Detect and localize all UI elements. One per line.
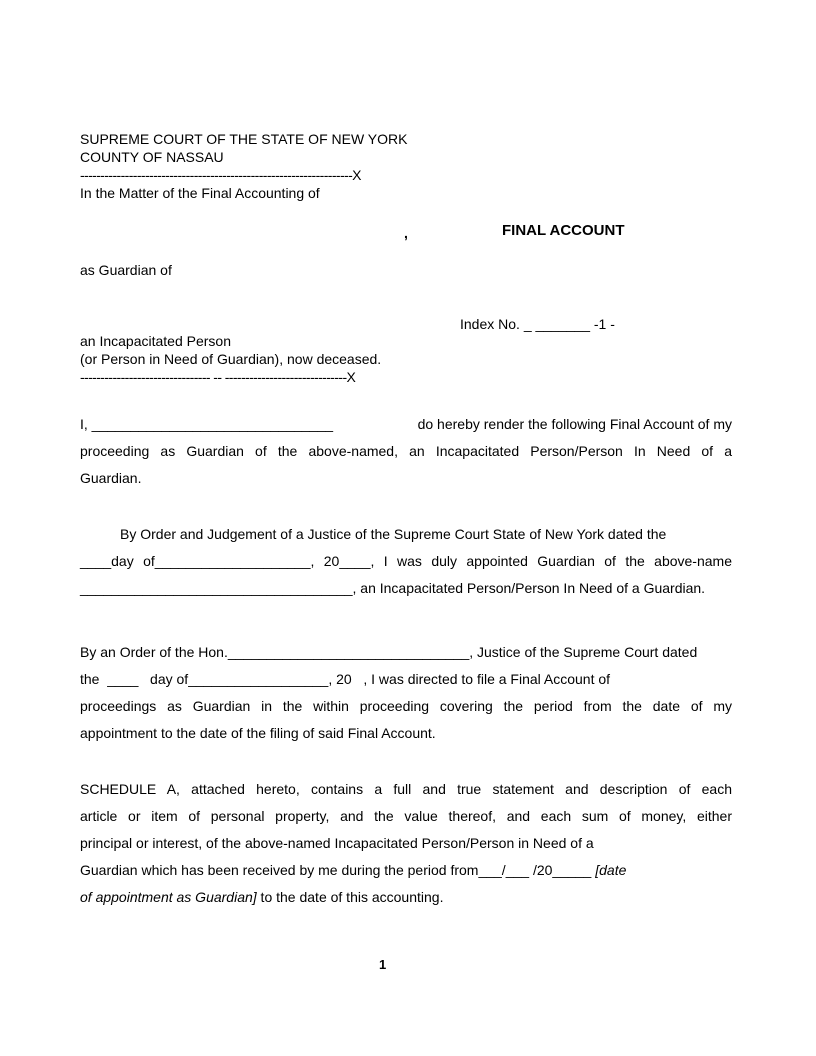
p4-line5-text: to the date of this accounting. <box>256 889 444 905</box>
caption-rule-top: -------------------------------------------------------------------X <box>80 167 361 183</box>
p2-line1: By Order and Judgement of a Justice of the Supreme Court State of New York dated the <box>120 526 667 542</box>
p3-line4: appointment to the date of the filing of said Final Account. <box>80 725 436 741</box>
paragraph-schedule-a <box>80 776 732 911</box>
paragraph-appointment <box>80 521 732 602</box>
incapacitated-person-line: an Incapacitated Person <box>80 333 231 349</box>
page-number: 1 <box>379 957 387 972</box>
p4-line3: principal or interest, of the above-named Incapacitated Person/Person in Need of a <box>80 835 594 851</box>
court-name: SUPREME COURT OF THE STATE OF NEW YORK <box>80 131 408 147</box>
p3-line2: the ____ day of__________________, 20 , I was directed to file a Final Account of <box>80 671 611 687</box>
p1-line1-text: do hereby render the following Final Account of my <box>417 416 732 432</box>
p1-line3: Guardian. <box>80 470 142 486</box>
caption-rule-bottom: -------------------------------- -- ------------------------------X <box>80 369 356 385</box>
p4-line4 <box>80 857 732 884</box>
p2-line3: ___________________________________, an Incapacitated Person/Person In Need of a Guardian. <box>80 580 706 596</box>
county-name: COUNTY OF NASSAU <box>80 149 224 165</box>
date-of-appointment-note-end: of appointment as Guardian] <box>80 889 257 905</box>
p4-line5 <box>80 884 732 911</box>
p2-line2: ____day of____________________, 20____, I was duly appointed Guardian of the above-name <box>80 553 732 569</box>
p3-line3: proceedings as Guardian in the within proceeding covering the period from the date of my <box>80 698 732 714</box>
p1-line1 <box>80 411 732 438</box>
matter-line: In the Matter of the Final Accounting of <box>80 185 320 201</box>
p4-line4-text: Guardian which has been received by me during the period from___/___ /20_____ <box>80 862 596 878</box>
index-number: Index No. _ _______ -1 - <box>460 316 615 332</box>
guardian-name-blank: I, _______________________________ <box>80 416 334 432</box>
p4-line2: article or item of personal property, and the value thereof, and each sum of money, either <box>80 808 732 824</box>
document-title: FINAL ACCOUNT <box>502 222 625 239</box>
paragraph-order-to-file <box>80 639 732 747</box>
paragraph-render-account <box>80 411 732 492</box>
p3-line1: By an Order of the Hon._______________________________, Justice of the Supreme Court dated <box>80 644 698 660</box>
as-guardian-line: as Guardian of <box>80 262 172 278</box>
p4-line1: SCHEDULE A, attached hereto, contains a full and true statement and description of each <box>80 781 732 797</box>
name-comma: , <box>404 225 408 241</box>
deceased-line: (or Person in Need of Guardian), now deceased. <box>80 351 382 367</box>
p1-line2: proceeding as Guardian of the above-named, an Incapacitated Person/Person In Need of a <box>80 443 732 459</box>
date-of-appointment-note-start: [date <box>595 862 627 878</box>
